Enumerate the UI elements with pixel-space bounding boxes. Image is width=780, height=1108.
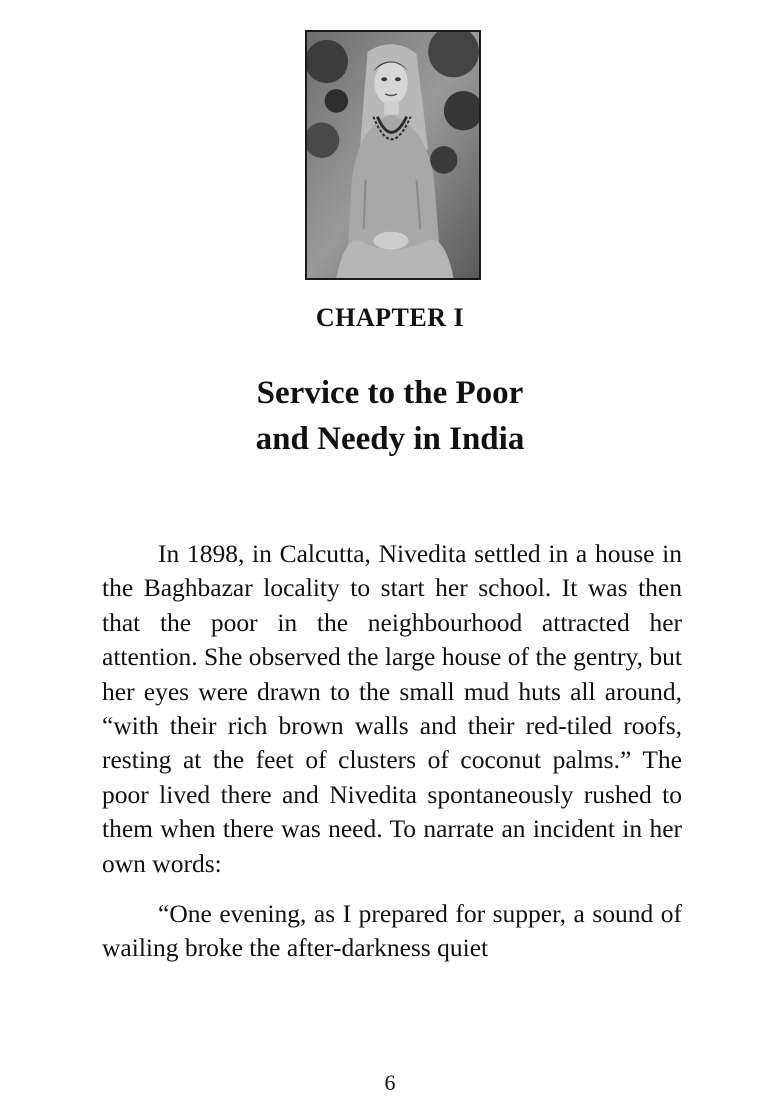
paragraph-2: “One evening, as I prepared for supper, a sound of wailing broke the after-darkness quiet [102, 899, 682, 963]
chapter-title-line-1: Service to the Poor [256, 375, 524, 411]
body-text [102, 537, 682, 966]
paragraph-1: In 1898, in Calcutta, Nivedita settled in a house in the Baghbazar locality to start her school. It was then that the poor in the neighbourhood attracted her attention. She observed the large house of the gentry, but her eyes were drawn to the small mud huts all around, “with their rich brown walls and their red-tiled roofs, resting at the feet of clusters of coconut palms.” The poor lived there and Nivedita spontaneously rushed to them when there was need. To narrate an incident in her own words: [102, 539, 682, 878]
chapter-label: CHAPTER I [315, 303, 465, 332]
portrait-illustration [307, 32, 479, 278]
chapter-title-line-2: and Needy in India [255, 421, 525, 457]
chapter-title [0, 370, 780, 462]
page-number: 6 [384, 1070, 396, 1095]
portrait-photo [305, 30, 481, 280]
